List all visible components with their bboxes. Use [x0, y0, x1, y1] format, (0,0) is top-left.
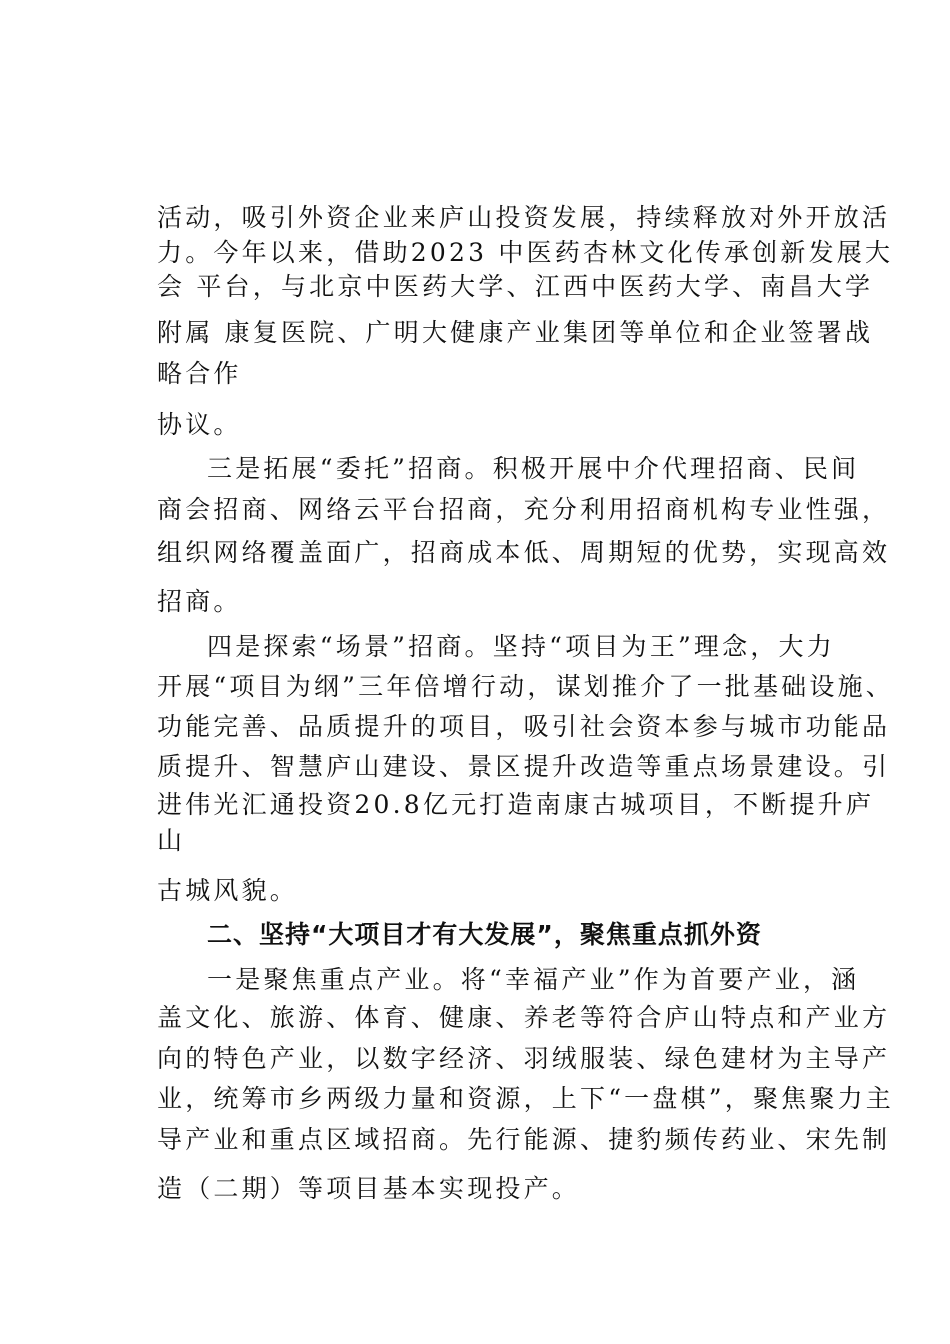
text-line: 业，统筹市乡两级力量和资源，上下“一盘棋”，聚焦聚力主 — [157, 1084, 894, 1113]
text-line: 附属 康复医院、广明大健康产业集团等单位和企业签署战 — [157, 318, 874, 347]
text-line: 力。今年以来，借助2023 中医药杏林文化传承创新发展大 — [157, 238, 894, 267]
text-line: 功能完善、品质提升的项目，吸引社会资本参与城市功能品 — [157, 712, 891, 741]
text-line: 组织网络覆盖面广，招商成本低、周期短的优势，实现高效 — [157, 538, 891, 567]
text-line: 质提升、智慧庐山建设、景区提升改造等重点场景建设。引 — [157, 752, 891, 781]
text-line: 山 — [157, 826, 186, 855]
text-line: 招商。 — [157, 587, 242, 616]
text-line: 进伟光汇通投资20.8亿元打造南康古城项目，不断提升庐 — [157, 790, 875, 819]
paragraph-start: 三是拓展“委托”招商。积极开展中介代理招商、民间 — [207, 454, 860, 483]
text-line: 略合作 — [157, 359, 242, 388]
text-line: 盖文化、旅游、体育、健康、养老等符合庐山特点和产业方 — [157, 1003, 891, 1032]
section-heading: 二、坚持“大项目才有大发展”，聚焦重点抓外资 — [207, 920, 762, 949]
text-line: 古城风貌。 — [157, 876, 299, 905]
paragraph-start: 四是探索“场景”招商。坚持“项目为王”理念，大力 — [207, 632, 835, 661]
text-line: 造（二期）等项目基本实现投产。 — [157, 1174, 581, 1203]
text-line: 开展“项目为纲”三年倍增行动，谋划推介了一批基础设施、 — [157, 672, 894, 701]
text-line: 活动，吸引外资企业来庐山投资发展，持续释放对外开放活 — [157, 203, 891, 232]
text-line: 协议。 — [157, 410, 242, 439]
text-line: 会 平台，与北京中医药大学、江西中医药大学、南昌大学 — [157, 272, 874, 301]
text-line: 导产业和重点区域招商。先行能源、捷豹频传药业、宋先制 — [157, 1125, 891, 1154]
paragraph-start: 一是聚焦重点产业。将“幸福产业”作为首要产业，涵 — [207, 965, 860, 994]
text-line: 向的特色产业，以数字经济、羽绒服装、绿色建材为主导产 — [157, 1044, 891, 1073]
text-line: 商会招商、网络云平台招商，充分利用招商机构专业性强， — [157, 495, 891, 524]
